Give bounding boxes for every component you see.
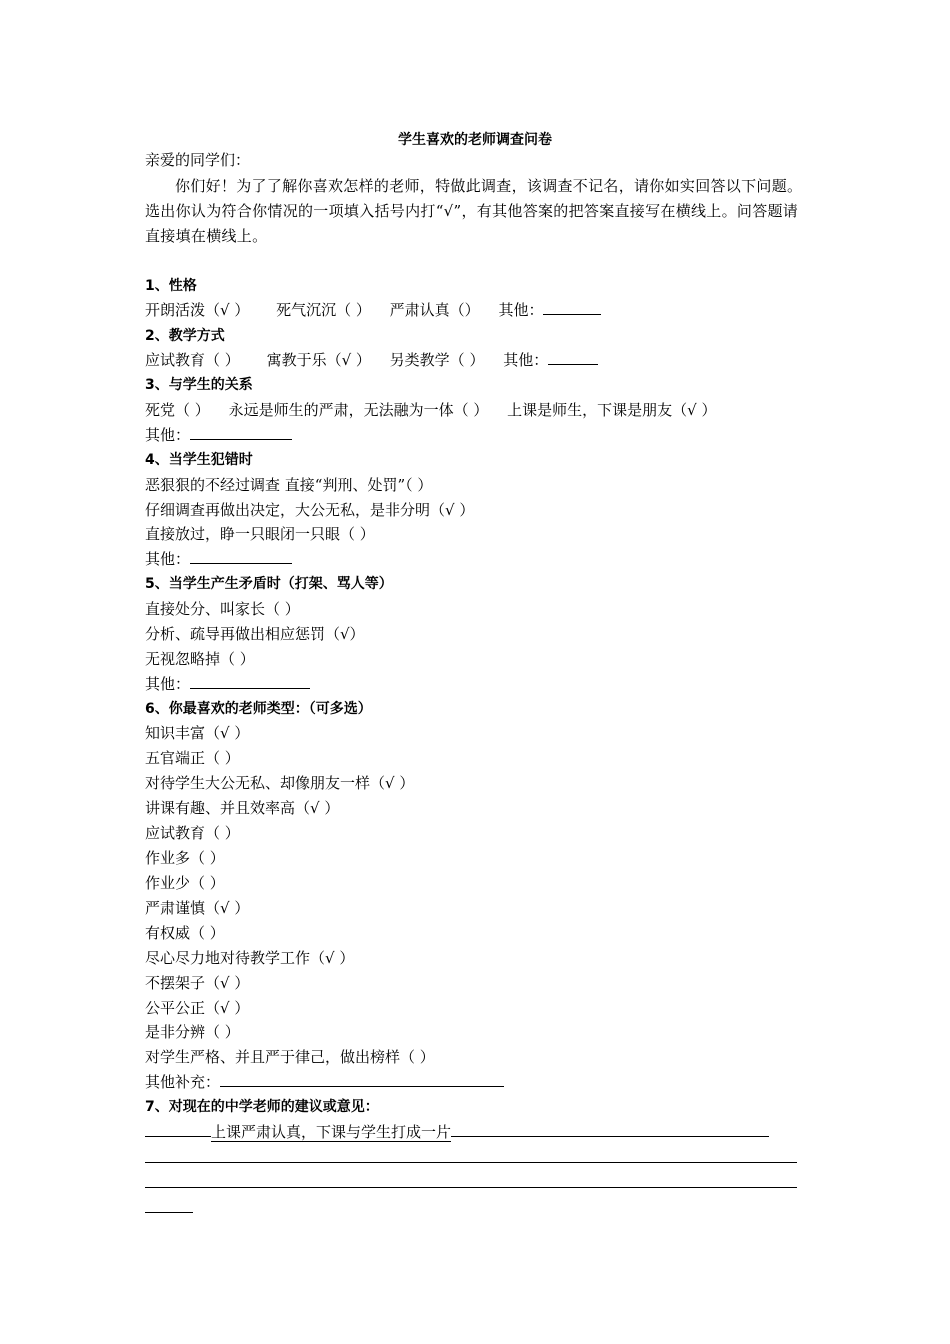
q6-option[interactable]: 是非分辨（ ）: [145, 1023, 240, 1041]
q6-option[interactable]: 五官端正（ ）: [145, 749, 240, 767]
q1-other-label: 其他：: [498, 301, 544, 319]
greeting: 亲爱的同学们：: [145, 151, 251, 169]
q7-heading: 7、对现在的中学老师的建议或意见：: [145, 1099, 379, 1115]
q6-option[interactable]: 有权威（ ）: [145, 924, 225, 942]
q6-option[interactable]: 作业少（ ）: [145, 874, 225, 892]
q2-other-label: 其他：: [503, 351, 549, 369]
q1-options: [145, 300, 601, 320]
q4-option-1[interactable]: 恶狠狠的不经过调查 直接“判刑、处罚”（ ）: [145, 476, 433, 494]
q3-other-label: 其他：: [145, 426, 191, 444]
q6-other-label: 其他补充：: [145, 1073, 221, 1091]
q6-option[interactable]: 对待学生大公无私、却像朋友一样（√ ）: [145, 774, 415, 792]
q5-other-label: 其他：: [145, 675, 191, 693]
q2-heading: 2、教学方式: [145, 328, 225, 344]
q5-other-blank[interactable]: [190, 674, 310, 689]
q5-heading: 5、当学生产生矛盾时（打架、骂人等）: [145, 576, 393, 592]
q4-heading: 4、当学生犯错时: [145, 452, 253, 468]
q2-option-2[interactable]: 寓教于乐（√ ）: [266, 351, 371, 369]
page-title: 学生喜欢的老师调查问卷: [398, 132, 552, 148]
q1-other-blank[interactable]: [543, 300, 601, 315]
q3-other: [145, 425, 292, 445]
q6-heading: 6、你最喜欢的老师类型：（可多选）: [145, 701, 372, 717]
q6-option[interactable]: 严肃谨慎（√ ）: [145, 899, 250, 917]
q7-answer-rule-3[interactable]: [145, 1187, 797, 1188]
q7-answer-text: 上课严肃认真，下课与学生打成一片: [211, 1123, 452, 1141]
q1-option-2[interactable]: 死气沉沉（ ）: [276, 301, 371, 319]
q3-heading: 3、与学生的关系: [145, 377, 253, 393]
q5-other: [145, 674, 310, 694]
q6-option[interactable]: 知识丰富（√ ）: [145, 724, 250, 742]
q4-other: [145, 549, 292, 569]
q3-option-1[interactable]: 死党（ ）: [145, 401, 210, 419]
q6-option[interactable]: 对学生严格、并且严于律己，做出榜样（ ）: [145, 1048, 435, 1066]
q7-answer-rule-4[interactable]: [145, 1212, 193, 1213]
q5-option-2[interactable]: 分析、疏导再做出相应惩罚（√）: [145, 625, 365, 643]
q4-option-3[interactable]: 直接放过，睁一只眼闭一只眼（ ）: [145, 525, 375, 543]
q6-option[interactable]: 尽心尽力地对待教学工作（√ ）: [145, 949, 355, 967]
q1-option-3[interactable]: 严肃认真（）: [389, 301, 480, 319]
q2-option-3[interactable]: 另类教学（ ）: [389, 351, 485, 369]
q6-option[interactable]: 作业多（ ）: [145, 849, 225, 867]
q7-answer-line[interactable]: [145, 1122, 769, 1142]
q6-option[interactable]: 不摆架子（√ ）: [145, 974, 250, 992]
q2-other-blank[interactable]: [548, 350, 598, 365]
q5-option-1[interactable]: 直接处分、叫家长（ ）: [145, 600, 300, 618]
q3-options: [145, 400, 716, 420]
q6-other: [145, 1072, 504, 1092]
q6-other-blank[interactable]: [220, 1072, 504, 1087]
q3-option-2[interactable]: 永远是师生的严肃，无法融为一体（ ）: [228, 401, 489, 419]
q2-option-1[interactable]: 应试教育（ ）: [145, 351, 240, 369]
q7-answer-blank-right: [451, 1122, 769, 1137]
q6-option[interactable]: 应试教育（ ）: [145, 824, 240, 842]
q1-option-1[interactable]: 开朗活泼（√ ）: [145, 301, 250, 319]
q3-option-3[interactable]: 上课是师生，下课是朋友（√ ）: [507, 401, 717, 419]
q3-other-blank[interactable]: [190, 425, 292, 440]
intro-paragraph: 你们好！为了了解你喜欢怎样的老师，特做此调查，该调查不记名，请你如实回答以下问题。选出你认为符合你情况的一项填入括号内打“√”，有其他答案的把答案直接写在横线上。问答题请直接填在横线上。: [145, 177, 803, 245]
q1-heading: 1、性格: [145, 278, 197, 294]
q7-answer-blank-left: [145, 1122, 211, 1137]
q4-other-label: 其他：: [145, 550, 191, 568]
q2-options: [145, 350, 598, 370]
q6-option[interactable]: 公平公正（√ ）: [145, 999, 250, 1017]
q4-other-blank[interactable]: [190, 549, 292, 564]
q5-option-3[interactable]: 无视忽略掉（ ）: [145, 650, 255, 668]
q4-option-2[interactable]: 仔细调查再做出决定，大公无私，是非分明（√ ）: [145, 501, 475, 519]
q7-answer-rule-2[interactable]: [145, 1162, 797, 1163]
q6-option[interactable]: 讲课有趣、并且效率高（√ ）: [145, 799, 340, 817]
